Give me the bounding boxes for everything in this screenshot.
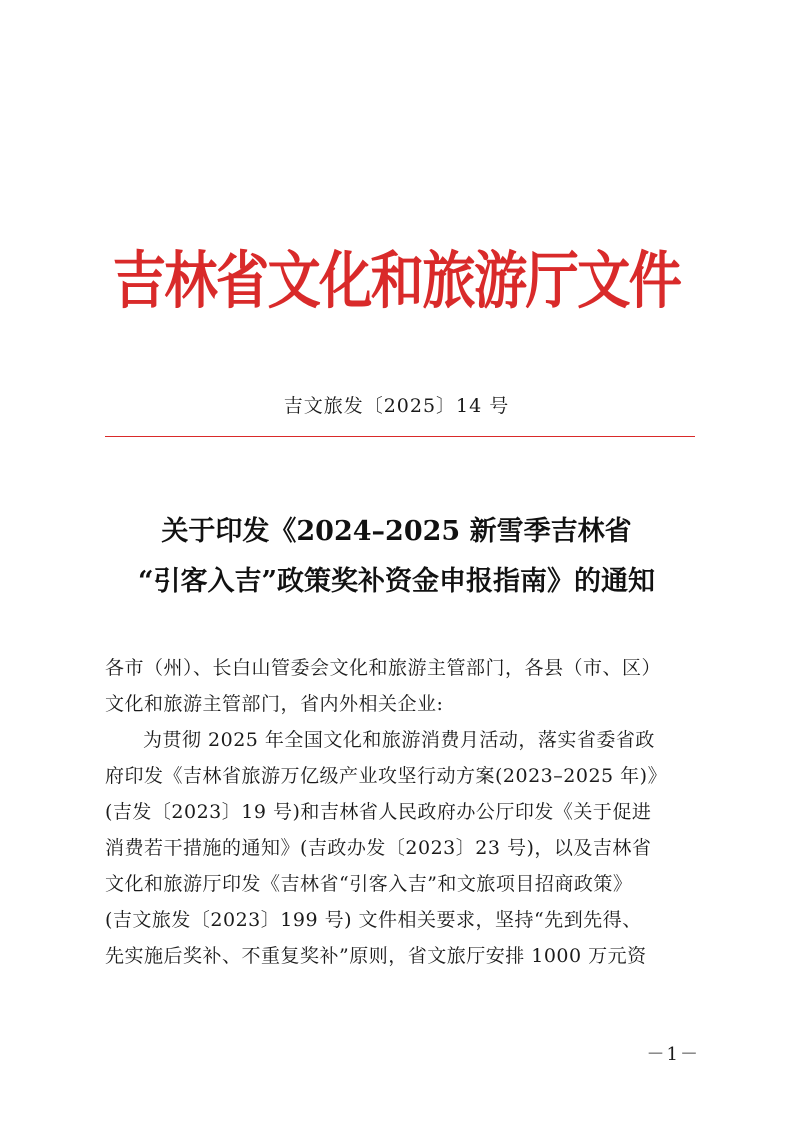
page-number: －1－ — [646, 1044, 700, 1065]
body-line: 为贯彻 2025 年全国文化和旅游消费月活动，落实省委省政 — [143, 729, 655, 751]
red-divider-line — [105, 436, 695, 437]
issuing-authority-title: 吉林省文化和旅游厅文件 — [112, 244, 681, 317]
document-number: 吉文旅发〔2025〕14 号 — [283, 395, 510, 417]
body-line: 文化和旅游厅印发《吉林省“引客入吉”和文旅项目招商政策》 — [105, 873, 633, 895]
body-line: (吉发〔2023〕19 号)和吉林省人民政府办公厅印发《关于促进 — [105, 801, 652, 823]
body-line: 文化和旅游主管部门，省内外相关企业: — [105, 693, 444, 715]
body-text — [105, 650, 697, 974]
body-line: 先实施后奖补、不重复奖补”原则，省文旅厅安排 1000 万元资 — [105, 945, 647, 967]
notice-title — [60, 507, 733, 607]
body-line: 消费若干措施的通知》(吉政办发〔2023〕23 号)，以及吉林省 — [105, 837, 652, 859]
notice-title-line-1: 关于印发《2024–2025 新雪季吉林省 — [161, 516, 632, 547]
body-line: 各市（州）、长白山管委会文化和旅游主管部门，各县（市、区） — [105, 657, 662, 679]
body-line: 府印发《吉林省旅游万亿级产业攻坚行动方案(2023–2025 年)》 — [105, 765, 668, 787]
body-line: (吉文旅发〔2023〕199 号) 文件相关要求，坚持“先到先得、 — [105, 909, 642, 931]
notice-title-line-2: “引客入吉”政策奖补资金申报指南》的通知 — [137, 566, 656, 597]
